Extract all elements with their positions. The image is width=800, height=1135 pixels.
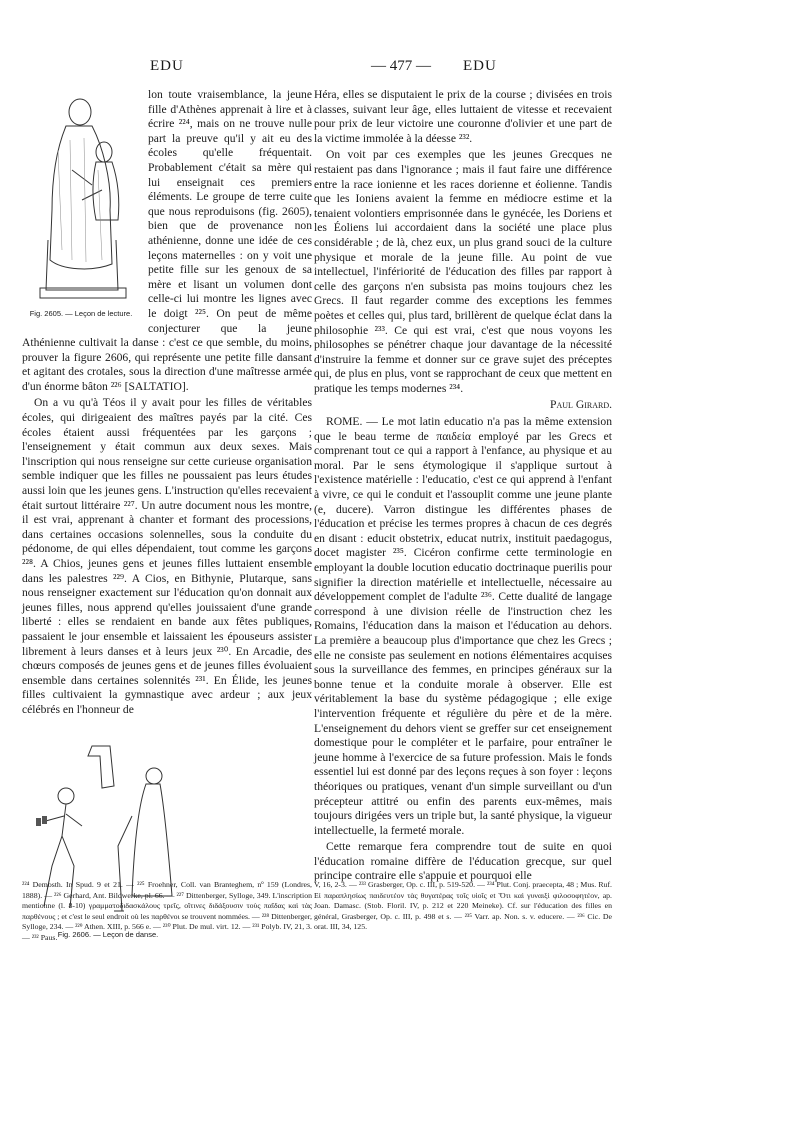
right-paragraph-1: Héra, elles se disputaient le prix de la course ; divisées en trois classes, suivant leur âge, elles luttaient de vitesse et recevaient pour prix de leur victoire une couronne d'olivier et une part de la victime immolée à la déesse ²³².	[314, 88, 612, 145]
header-left: EDU	[150, 58, 184, 74]
footnotes-right: V, 16, 2-3. — ²³³ Grasberger, Op. c. III, p. 519-520. — ²³⁴ Plut. Conj. praecepta, 48 ; Mus. Ruf. Εἰ παραπλησίως παιδευτέον τὰς θυγατέρας τοῖς υἱοῖς et Ὅτι καὶ γυναιξὶ φιλοσοφητέον, ap. Joan. Damasc. (Stob. Floril. IV, p. 212 et 220 Meineke). Cf. sur l'éducation des filles en général, Grasberger, Op. c. III, p. 498 et s. — ²³⁵ Varr. ap. Non. s. v. educere. — ²³⁶ Cic. De orat. III, 34, 125.	[314, 880, 612, 931]
figure-2605	[22, 90, 140, 319]
terracotta-group-image	[22, 90, 140, 305]
author-signature: Paul Girard.	[550, 398, 612, 412]
running-header	[0, 58, 800, 80]
figure-2606-caption: Fig. 2606. — Leçon de danse.	[57, 929, 159, 939]
right-column	[314, 88, 612, 886]
header-right: EDU	[463, 58, 497, 74]
left-paragraph-1: lon toute vraisemblance, la jeune fille d'Athènes apprenait à lire et à écrire ²²⁴, mais on ne trouve nulle part la preuve qu'il y ait eu des écoles qu'elle fréquentait. Probablement c'était sa mère qui lui enseignait ces premiers éléments. Le groupe de terre cuite que nous reproduisons (fig. 2605), bien que de provenance non athénienne, donne une idée de ces leçons maternelles : on y voit une petite fille sur les genoux de sa mère et lisant un volumen dont celle-ci lui montre les lignes avec le doigt ²²⁵. On peut de même conjecturer que la jeune Athénienne cultivait la danse : c'est ce que semble, du moins, prouver la figure 2606, qui représente une petite fille dansant et agitant des crotales, sous la direction d'une maîtresse armée d'un énorme bâton ²²⁶ [SALTATIO].	[22, 88, 312, 393]
page-number: — 477 —	[371, 58, 431, 74]
right-paragraph-2: On voit par ces exemples que les jeunes Grecques ne restaient pas dans l'ignorance ; mais il faut faire une différence entre la race ionienne et les races dorienne et éolienne. Tandis que les Ioniens avaient la femme en médiocre estime et la tenaient volontiers emprisonnée dans le gynécée, les Doriens et les Éoliens lui accordaient dans la société une place plus considérable ; de là, chez eux, un plus grand souci de la culture physique et morale de la jeune fille. Au point de vue intellectuel, l'infériorité de l'éducation des filles par rapport à celle des garçons n'en subsista pas moins toujours chez les Grecs. Il faut regarder comme des exceptions les femmes poètes et celles qui, plus tard, brillèrent de quelque éclat dans la philosophie ²³³. Ce qui est vrai, c'est que nous voyons les philosophes se pénétrer chaque jour davantage de la nécessité d'instruire la femme et donner sur ce grave sujet des préceptes qui, de plus en plus, vont se rapprochant de ceux que mettent en pratique les temps modernes ²³⁴.	[314, 148, 612, 395]
right-paragraph-3: ROME. — Le mot latin educatio n'a pas la même extension que le beau terme de παιδεία employé par les Grecs et comprenant tout ce qui a rapport à l'enfance, au physique et au moral. Par le sens étymologique il s'applique surtout à l'existence matérielle : l'educatio, c'est ce qui apprend à l'enfant à vivre, ce qui le conduit et l'assouplit comme une jeune plante (e, ducere). Varron distingue les différentes phases de l'éducation et précise les termes propres à chacun de ces degrés en disant : educit obstetrix, educat nutrix, instituit paedagogus, docet magister ²³⁵. Cicéron confirme cette terminologie en employant la double locution educatio doctrinaque puerilis pour signifier la direction matérielle et intellectuelle, nécessaire au développement complet de l'adulte ²³⁶. Cette dualité de langage correspond à une division réelle de l'instruction chez les Romains, l'éducation dans la maison et l'éducation au dehors. La première a beaucoup plus d'importance que chez les Grecs ; elle ne consiste pas seulement en notions élémentaires acquises sous la surveillance des femmes, en principes généraux sur la bonne tenue et la conduite morale à observer. Elle est véritablement la base du système pédagogique ; elle exige l'intervention fréquente et régulière du père et de la mère. L'enseignement du dehors vient se greffer sur cet enseignement domestique pour le compléter et le parfaire, pour entraîner le jeune homme à l'exercice de sa future profession. Mais le fonds essentiel lui est donné par des leçons reçues à son foyer : leçons théoriques ou pratiques, venant d'un simple surveillant ou d'un précepteur attitré ou enfin des parents eux-mêmes, mais toujours dirigées vers un triple but, la santé physique, la vigueur intellectuelle, la fermeté morale.	[314, 415, 612, 837]
right-paragraph-4: Cette remarque fera comprendre tout de suite en quoi l'éducation romaine diffère de l'éducation grecque, sur quel principe contraire elle s'appuie et pourquoi elle	[314, 840, 612, 883]
left-paragraph-2: On a vu qu'à Téos il y avait pour les filles de véritables écoles, qui dirigeaient des maîtres payés par la cité. Ces écoles étaient aussi fréquentées par les garçons ; l'enseignement y était commun aux deux sexes. Mais l'inscription qui nous renseigne sur cette curieuse organisation semble indiquer que les filles ne poussaient pas leurs études aussi loin que les jeunes gens. L'instruction qu'elles recevaient était surtout littéraire ²²⁷. Un autre document nous les montre, il est vrai, apprenant à chanter et formant des processions, dans certaines occasions solennelles, sous la conduite du pédonome, de qui elles dépendaient, tout comme les garçons ²²⁸. A Chios, jeunes gens et jeunes filles luttaient ensemble dans les palestres ²²⁹. A Cios, en Bithynie, Plutarque, sans nous renseigner exactement sur l'éducation qu'on donnait aux jeunes filles, nous apprend qu'elles jouissaient d'une grande liberté : elles se rendaient en bande aux fêtes publiques, passaient le jour ensemble et laissaient les épouseurs assister librement à leurs danses et à leurs jeux ²³⁰. En Arcadie, des chœurs composés de jeunes gens et de jeunes filles évoluaient ensemble dans certaines solennités ²³¹. En Élide, les jeunes filles cultivaient la gymnastique avec ardeur ; aux jeux célébrés en l'honneur de	[22, 396, 312, 716]
figure-2605-caption: Fig. 2605. — Leçon de lecture.	[29, 309, 133, 318]
footnotes-left: ²²⁴ Demosth. In Spud. 9 et 21. — ²²⁵ Froehner, Coll. van Branteghem, nº 159 (Londres, 1888). — ²²⁶ Gerhard, Ant. Bildwerke, pl. 66. — ²²⁷ Dittenberger, Sylloge, 349. L'inscription mentionne (l. 8-10) γραμματοδιδασκάλους τρεῖς, οἵτινες διδάξουσιν τοὺς παῖδας καὶ τὰς παρθένους ; et c'est le seul endroit où les παρθένοι se trouvent nommées. — ²²⁸ Dittenberger, Sylloge, 234. — ²²⁹ Athen. XIII, p. 566 e. — ²³⁰ Plut. De mul. virt. 12. — ²³¹ Polyb. IV, 21, 3. — ²³² Paus.	[22, 880, 312, 942]
left-column	[22, 88, 312, 944]
